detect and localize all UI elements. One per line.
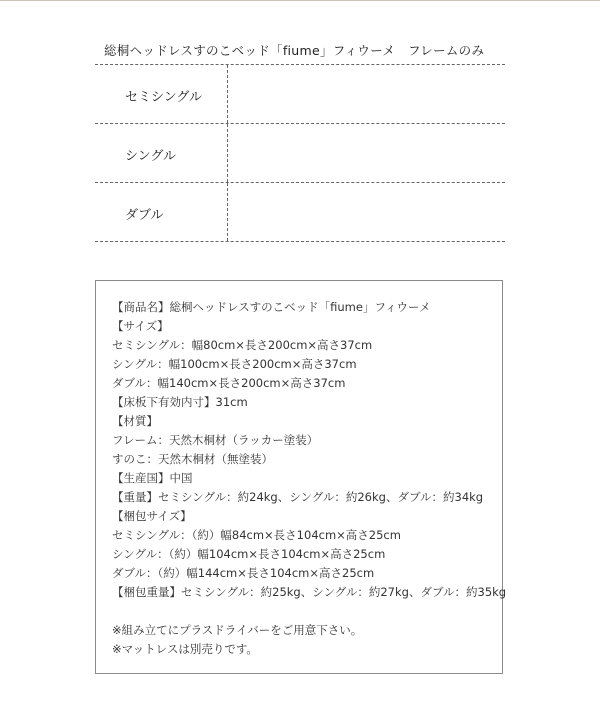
spec-package-weight: 【梱包重量】セミシングル：約25kg、シングル：約27kg、ダブル：約35kg (112, 585, 507, 599)
spec-under-floor-height: 【床板下有効内寸】31cm (112, 395, 248, 409)
column-divider (227, 65, 228, 123)
size-row-double (95, 182, 505, 242)
column-divider (227, 124, 228, 182)
size-row-single (95, 123, 505, 182)
spec-material-heading: 【材質】 (112, 414, 158, 428)
spec-size-heading: 【サイズ】 (112, 319, 169, 333)
spec-note-mattress: ※マットレスは別売りです。 (112, 642, 258, 656)
spec-list (112, 298, 506, 659)
spec-package-size-double: ダブル：（約）幅144cm×長さ104cm×高さ25cm (112, 566, 375, 580)
size-label-semi-single: セミシングル (125, 90, 203, 105)
spec-material-frame: フレーム：天然木桐材（ラッカー塗装） (112, 433, 319, 447)
size-table (95, 64, 505, 242)
spec-material-slats: すのこ：天然木桐材（無塗装） (112, 452, 273, 466)
spec-size-double: ダブル：幅140cm×長さ200cm×高さ37cm (112, 376, 346, 390)
spec-size-semi-single: セミシングル：幅80cm×長さ200cm×高さ37cm (112, 338, 373, 352)
size-label-single: シングル (125, 149, 177, 164)
spec-box (95, 280, 507, 674)
spec-package-size-semi-single: セミシングル：（約）幅84cm×長さ104cm×高さ25cm (112, 528, 401, 542)
spec-spacer (112, 602, 506, 621)
spec-weight: 【重量】セミシングル：約24kg、シングル：約26kg、ダブル：約34kg (112, 490, 484, 504)
page-title: 総桐ヘッドレスすのこベッド「fiume」フィウーメ フレームのみ (104, 43, 485, 58)
size-label-double: ダブル (125, 208, 164, 223)
spec-note-assembly: ※組み立てにプラスドライバーをご用意下さい。 (112, 623, 363, 637)
spec-size-single: シングル：幅100cm×長さ200cm×高さ37cm (112, 357, 357, 371)
spec-country: 【生産国】中国 (112, 471, 193, 485)
spec-product-name: 【商品名】総桐ヘッドレスすのこベッド「fiume」フィウーメ (112, 300, 431, 314)
column-divider (227, 183, 228, 241)
spec-package-size-heading: 【梱包サイズ】 (112, 509, 192, 523)
spec-package-size-single: シングル：（約）幅104cm×長さ104cm×高さ25cm (112, 547, 386, 561)
size-row-semi-single (95, 64, 505, 123)
top-divider (0, 0, 600, 1)
